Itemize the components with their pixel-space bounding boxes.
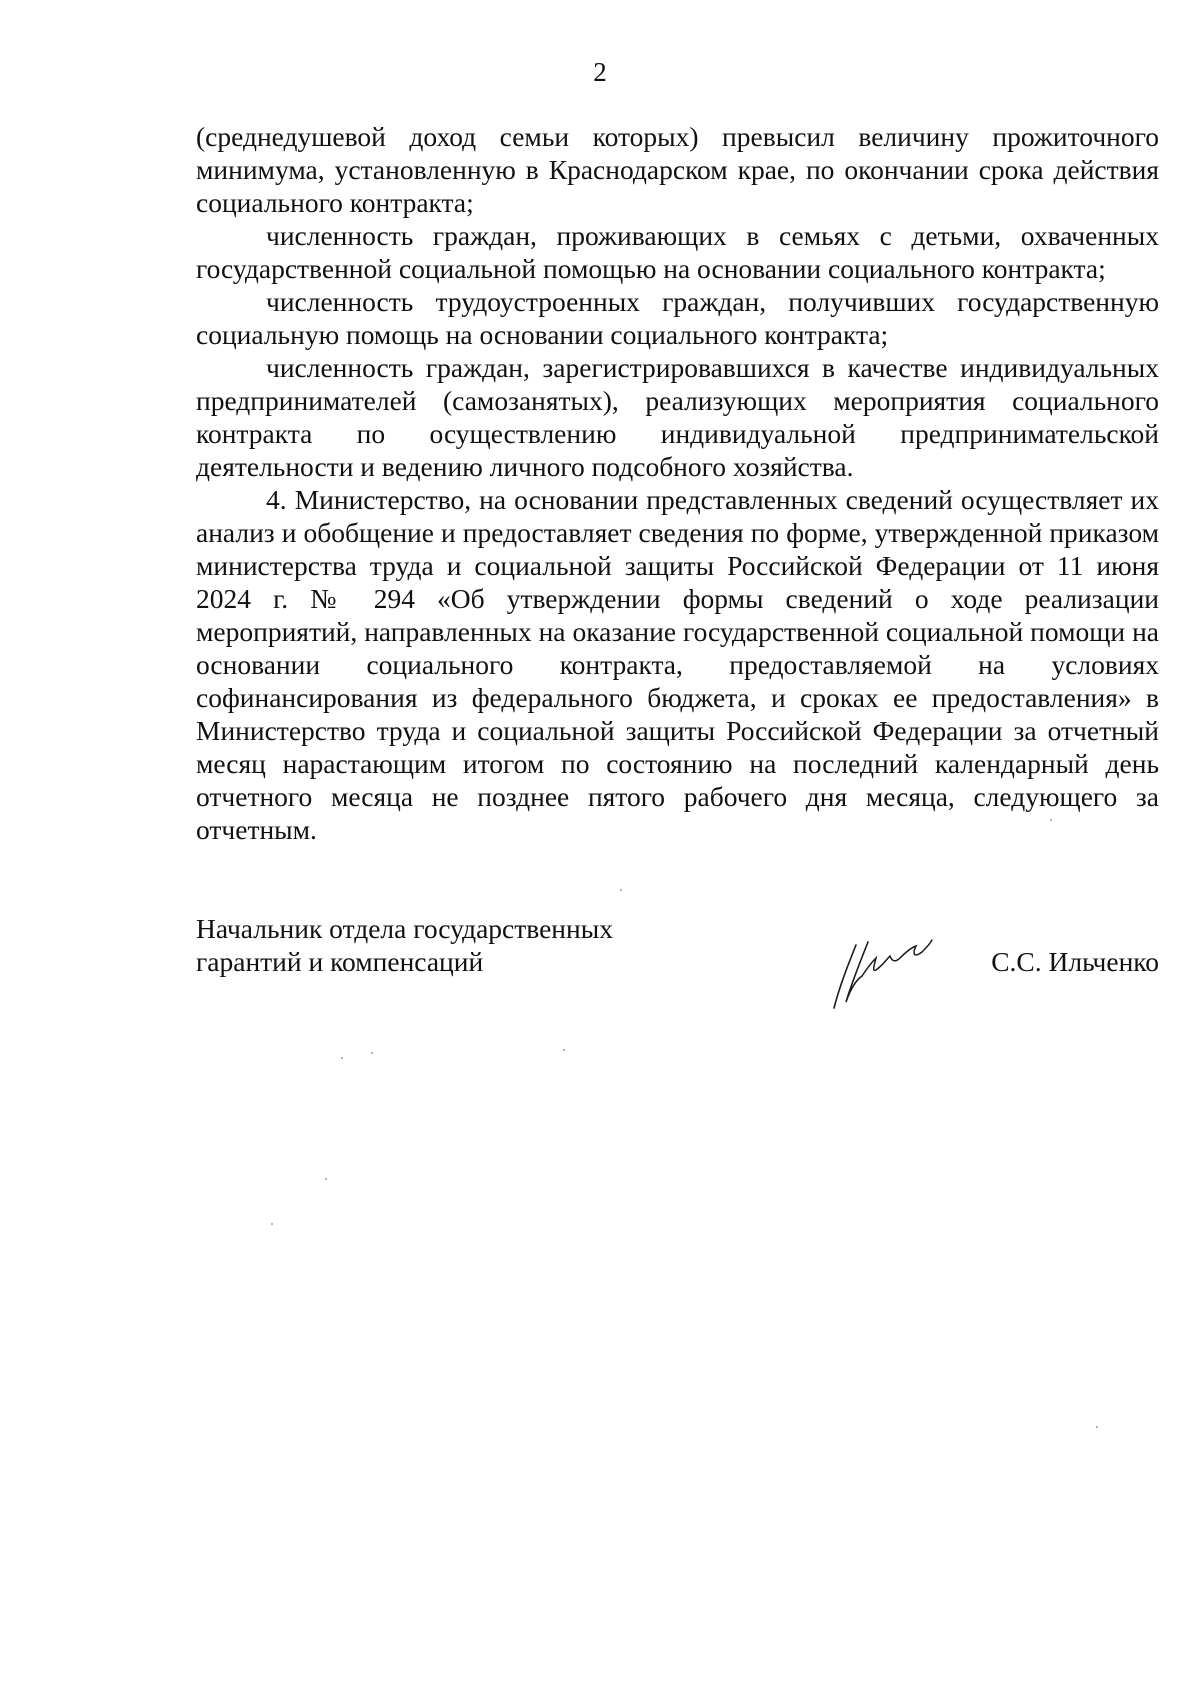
scan-speck	[563, 1049, 565, 1051]
paragraph-entrepreneurs: численность граждан, зарегистрировавшихся в качестве индивидуальных предпринимателей (самозанятых), реализующих мероприятия социального контракта по осуществлению индивидуальной предпринимательской деятельности и ведению личного подсобного хозяйства.	[196, 352, 1159, 482]
signatory-title-line-2: гарантий и компенсаций	[196, 946, 484, 977]
scan-speck	[620, 889, 622, 891]
document-body	[196, 120, 1159, 846]
scan-speck	[1050, 819, 1052, 821]
signatory-title	[196, 912, 676, 978]
scan-speck	[371, 1052, 373, 1054]
signatory-name: С.С. Ильченко	[991, 946, 1159, 977]
paragraph-employed-citizens: численность трудоустроенных граждан, получивших государственную социальную помощь на основании социального контракта;	[196, 286, 1159, 350]
signature-block	[196, 912, 1159, 1032]
paragraph-ministry-reporting: 4. Министерство, на основании представленных сведений осуществляет их анализ и обобщение и предоставляет сведения по форме, утвержденной приказом министерства труда и социальной защиты Российской Федерации от 11 июня 2024 г. № 294 «Об утверждении формы сведений о ходе реализации мероприятий, направленных на оказание государственной социальной помощи на основании социального контракта, предоставляемой на условиях софинансирования из федерального бюджета, и сроках ее предоставления» в Министерство труда и социальной защиты Российской Федерации за отчетный месяц нарастающим итогом по состоянию на последний календарный день отчетного месяца не позднее пятого рабочего дня месяца, следующего за отчетным.	[196, 484, 1159, 845]
handwritten-signature	[826, 930, 936, 1015]
paragraph-income-criterion: (среднедушевой доход семьи которых) превысил величину прожиточного минимума, установленную в Краснодарском крае, по окончании срока действия социального контракта;	[196, 121, 1159, 218]
signatory-title-line-1: Начальник отдела государственных	[196, 913, 613, 944]
scan-speck	[325, 1178, 327, 1180]
page-number: 2	[593, 57, 607, 87]
paragraph-families-with-children: численность граждан, проживающих в семьях с детьми, охваченных государственной социальной помощью на основании социального контракта;	[196, 220, 1159, 284]
scan-speck	[1096, 1426, 1098, 1428]
scan-speck	[271, 1223, 273, 1225]
scan-speck	[341, 1057, 343, 1059]
